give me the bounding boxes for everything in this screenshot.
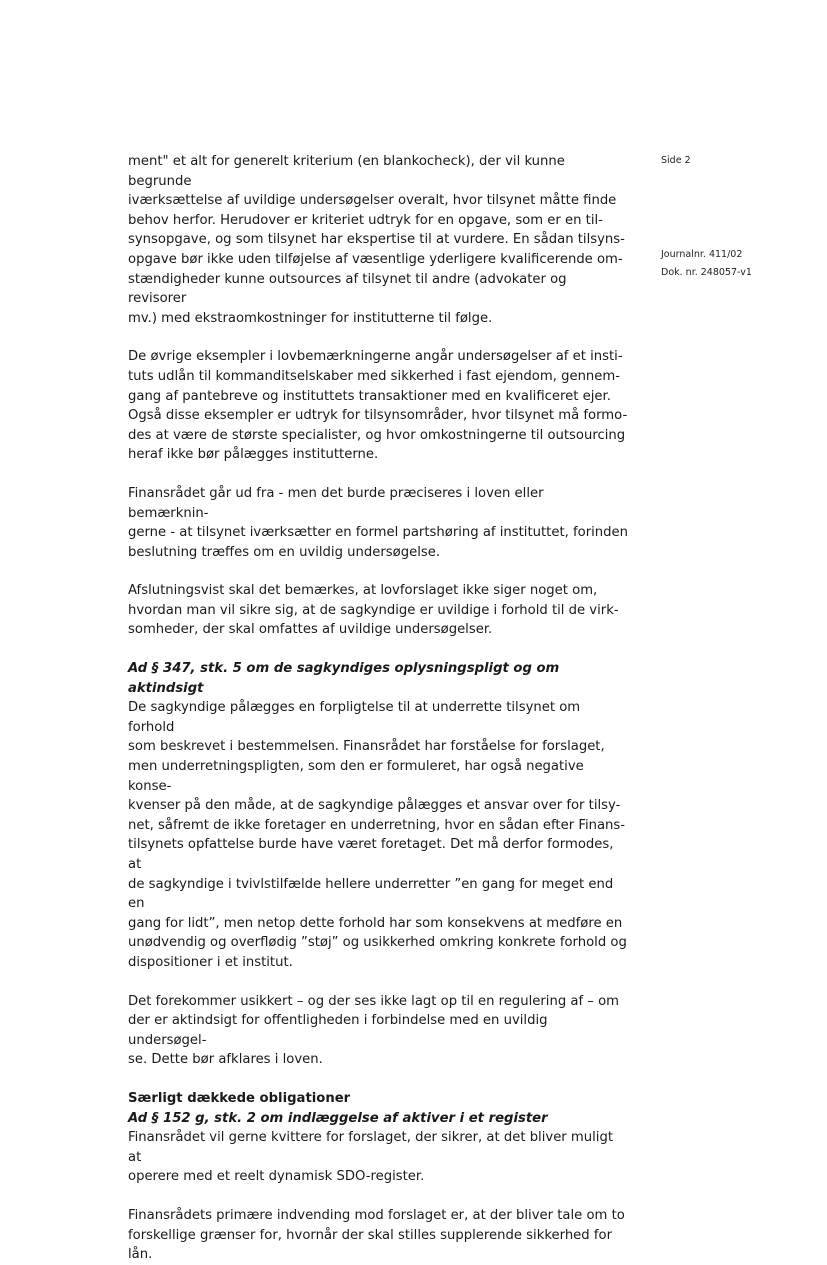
text-line: dispositioner i et institut. — [128, 954, 293, 970]
text-line: gang af pantebreve og instituttets transaktioner med en kvalificeret ejer. — [128, 388, 611, 404]
text-line: de sagkyndige i tvivlstilfælde hellere underretter ”en gang for meget end en — [128, 876, 614, 912]
text-line: net, såfremt de ikke foretager en underretning, hvor en sådan efter Finans- — [128, 817, 626, 833]
text-line: ment" et alt for generelt kriterium (en blankocheck), der vil kunne begrunde — [128, 154, 565, 189]
heading-347: Ad § 347, stk. 5 om de sagkyndiges oplysningspligt og om aktindsigt — [128, 661, 560, 696]
text-line: tuts udlån til kommanditselskaber med sikkerhed i fast ejendom, gennem- — [128, 368, 620, 384]
paragraph-oplysningspligt — [128, 698, 628, 972]
text-line: heraf ikke bør pålægges institutterne. — [128, 447, 379, 463]
text-line: mv.) med ekstraomkostninger for institutterne til følge. — [128, 310, 493, 326]
text-line: Det forekommer usikkert – og der ses ikke lagt op til en regulering af – om — [128, 993, 620, 1009]
text-line: opgave bør ikke uden tilføjelse af væsentlige yderligere kvalificerende om- — [128, 251, 623, 267]
text-line: Finansrådets primære indvending mod forslaget er, at der bliver tale om to — [128, 1207, 625, 1223]
text-line: lån. — [128, 1247, 153, 1263]
text-line: stændigheder kunne outsources af tilsynet til andre (advokater og revisorer — [128, 271, 567, 307]
text-line: De øvrige eksempler i lovbemærkningerne angår undersøgelser af et insti- — [128, 349, 623, 365]
page-number: Side 2 — [661, 155, 691, 166]
text-line: somheder, der skal omfattes af uvildige undersøgelser. — [128, 622, 493, 638]
paragraph-examples — [128, 347, 628, 465]
paragraph-partshoring — [128, 484, 628, 562]
text-line: behov herfor. Herudover er kriteriet udtryk for en opgave, som er en til- — [128, 212, 603, 228]
text-line: kvenser på den måde, at de sagkyndige pålægges et ansvar over for tilsy- — [128, 798, 621, 814]
text-line: Afslutningsvist skal det bemærkes, at lovforslaget ikke siger noget om, — [128, 583, 598, 599]
text-line: som beskrevet i bestemmelsen. Finansrådet har forståelse for forslaget, — [128, 739, 605, 755]
document-number: Dok. nr. 248057-v1 — [661, 267, 752, 278]
paragraph-indvending — [128, 1206, 628, 1265]
text-line: hvordan man vil sikre sig, at de sagkyndige er uvildige i forhold til de virk- — [128, 602, 619, 618]
text-line: operere med et reelt dynamisk SDO-register. — [128, 1169, 425, 1185]
text-line: der er aktindsigt for offentligheden i forbindelse med en uvildig undersøgel- — [128, 1013, 548, 1048]
text-line: des at være de største specialister, og hvor omkostningerne til outsourcing — [128, 427, 626, 443]
paragraph-conclusion — [128, 581, 628, 640]
text-line: De sagkyndige pålægges en forpligtelse til at underrette tilsynet om forhold — [128, 700, 581, 735]
text-line: gerne - at tilsynet iværksætter en formel partshøring af instituttet, forinden — [128, 525, 629, 541]
text-line: Finansrådet vil gerne kvittere for forslaget, der sikrer, at det bliver muligt at — [128, 1130, 613, 1165]
paragraph-register — [128, 1128, 628, 1187]
paragraph-criterion — [128, 152, 628, 328]
text-line: se. Dette bør afklares i loven. — [128, 1052, 323, 1068]
text-line: unødvendig og overflødig ”støj” og usikkerhed omkring konkrete forhold og — [128, 935, 627, 951]
letter-body — [128, 152, 628, 1265]
text-line: men underretningspligten, som den er formuleret, har også negative konse- — [128, 759, 584, 794]
heading-sdo: Særligt dækkede obligationer — [128, 1090, 351, 1106]
text-line: beslutning træffes om en uvildig undersøgelse. — [128, 544, 441, 560]
paragraph-aktindsigt — [128, 992, 628, 1070]
heading-152g: Ad § 152 g, stk. 2 om indlæggelse af aktiver i et register — [128, 1110, 548, 1126]
text-line: iværksættelse af uvildige undersøgelser overalt, hvor tilsynet måtte finde — [128, 193, 617, 209]
text-line: synsopgave, og som tilsynet har ekspertise til at vurdere. En sådan tilsyns- — [128, 232, 625, 248]
text-line: gang for lidt”, men netop dette forhold har som konsekvens at medføre en — [128, 915, 623, 931]
journal-number: Journalnr. 411/02 — [661, 249, 743, 260]
text-line: tilsynets opfattelse burde have været foretaget. Det må derfor formodes, at — [128, 837, 614, 872]
text-line: forskellige grænser for, hvornår der skal stilles supplerende sikkerhed for — [128, 1227, 612, 1243]
text-line: Finansrådet går ud fra - men det burde præciseres i loven eller bemærknin- — [128, 485, 544, 521]
text-line: Også disse eksempler er udtryk for tilsynsområder, hvor tilsynet må formo- — [128, 408, 628, 424]
